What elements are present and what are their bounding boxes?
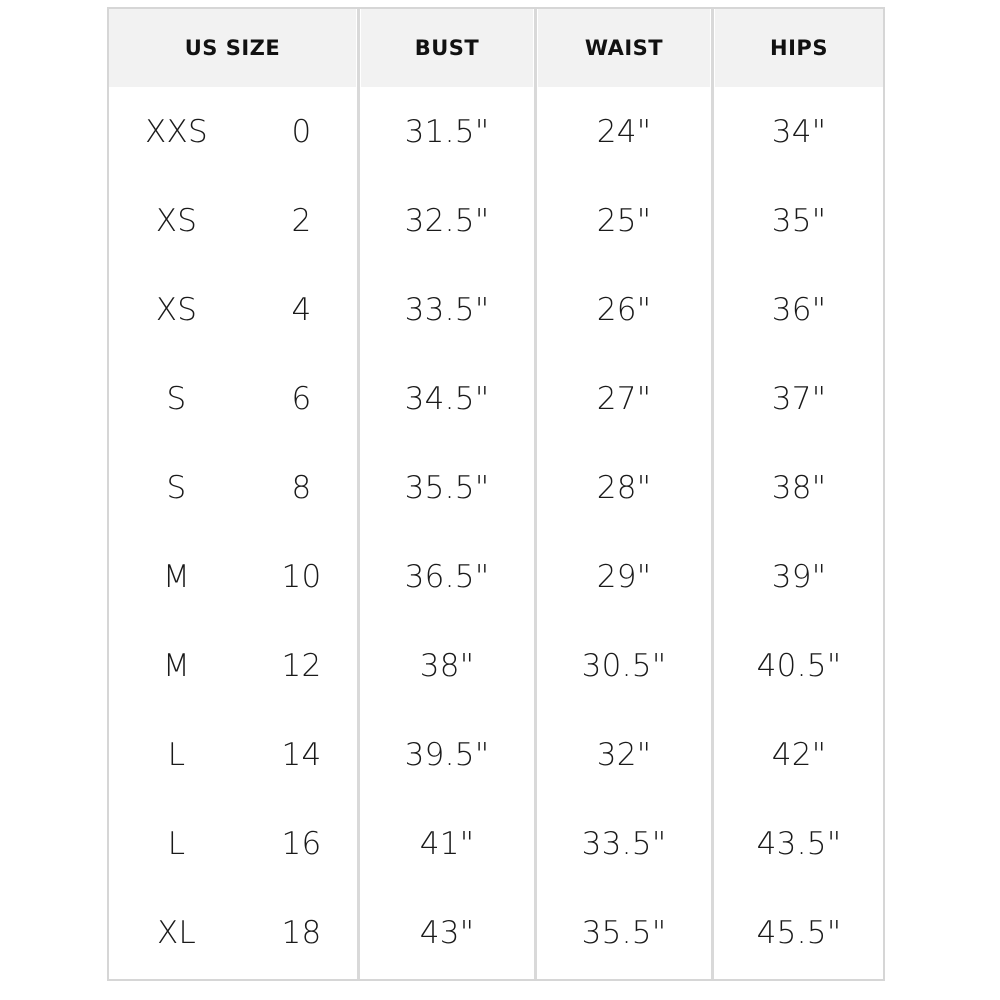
- hips-cell: 45.5": [756, 914, 842, 951]
- bust-cell: 35.5": [404, 469, 490, 506]
- bust-cell: 36.5": [404, 558, 490, 595]
- header-bust: BUST: [361, 9, 533, 87]
- size-letter-cell: M: [162, 558, 191, 595]
- bust-cell: 34.5": [404, 380, 490, 417]
- size-number-cell: 2: [291, 202, 312, 239]
- size-letter-cell: XS: [155, 202, 198, 239]
- table-row: [109, 87, 883, 176]
- size-number-cell: 4: [291, 291, 312, 328]
- hips-cell: 39": [771, 558, 827, 595]
- hips-cell: 38": [771, 469, 827, 506]
- bust-cell: 43": [419, 914, 475, 951]
- hips-cell: 36": [771, 291, 827, 328]
- size-number-cell: 6: [291, 380, 312, 417]
- bust-cell: 32.5": [404, 202, 490, 239]
- table-row: [109, 621, 883, 710]
- size-chart-table: [107, 7, 885, 981]
- size-letter-cell: S: [166, 380, 187, 417]
- waist-cell: 30.5": [581, 647, 667, 684]
- table-row: [109, 799, 883, 888]
- size-number-cell: 8: [291, 469, 312, 506]
- header-hips: HIPS: [715, 9, 883, 87]
- table-row: [109, 354, 883, 443]
- table-row: [109, 265, 883, 354]
- size-letter-cell: L: [167, 736, 186, 773]
- size-letter-cell: S: [166, 469, 187, 506]
- table-row: [109, 710, 883, 799]
- size-number-cell: 18: [281, 914, 322, 951]
- table-row: [109, 532, 883, 621]
- bust-cell: 33.5": [404, 291, 490, 328]
- table-row: [109, 176, 883, 265]
- header-waist: WAIST: [538, 9, 710, 87]
- size-number-cell: 12: [281, 647, 322, 684]
- bust-cell: 39.5": [404, 736, 490, 773]
- table-row: [109, 443, 883, 532]
- size-letter-cell: XXS: [144, 113, 209, 150]
- hips-cell: 43.5": [756, 825, 842, 862]
- waist-cell: 35.5": [581, 914, 667, 951]
- waist-cell: 29": [596, 558, 652, 595]
- waist-cell: 24": [596, 113, 652, 150]
- bust-cell: 41": [419, 825, 475, 862]
- size-letter-cell: XS: [155, 291, 198, 328]
- waist-cell: 33.5": [581, 825, 667, 862]
- hips-cell: 34": [771, 113, 827, 150]
- size-number-cell: 14: [281, 736, 322, 773]
- size-number-cell: 16: [281, 825, 322, 862]
- size-letter-cell: XL: [156, 914, 197, 951]
- table-row: [109, 888, 883, 977]
- hips-cell: 42": [771, 736, 827, 773]
- hips-cell: 37": [771, 380, 827, 417]
- size-letter-cell: L: [167, 825, 186, 862]
- waist-cell: 27": [596, 380, 652, 417]
- waist-cell: 26": [596, 291, 652, 328]
- bust-cell: 31.5": [404, 113, 490, 150]
- waist-cell: 32": [596, 736, 652, 773]
- waist-cell: 25": [596, 202, 652, 239]
- size-number-cell: 0: [291, 113, 312, 150]
- size-number-cell: 10: [281, 558, 322, 595]
- bust-cell: 38": [419, 647, 475, 684]
- header-us-size: US SIZE: [109, 9, 356, 87]
- hips-cell: 35": [771, 202, 827, 239]
- waist-cell: 28": [596, 469, 652, 506]
- size-letter-cell: M: [162, 647, 191, 684]
- hips-cell: 40.5": [756, 647, 842, 684]
